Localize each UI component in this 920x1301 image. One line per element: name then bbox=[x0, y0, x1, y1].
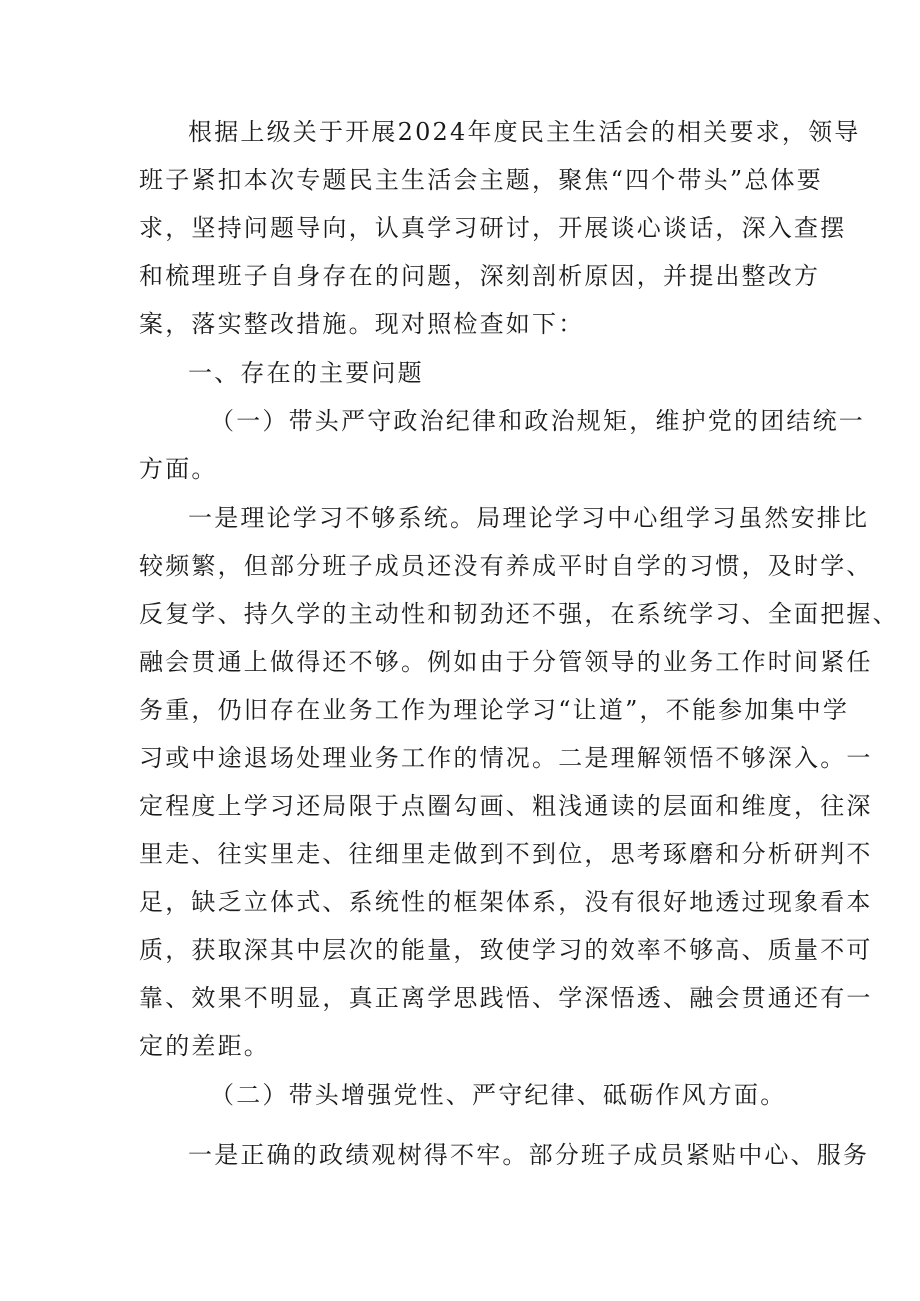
paragraph-intro-line-4: 和梳理班子自身存在的问题，深刻剖析原因，并提出整改方 bbox=[139, 262, 821, 290]
subsection-heading-1-line-2: 方面。 bbox=[139, 455, 218, 483]
body-line-12: 定的差距。 bbox=[139, 1032, 270, 1060]
body-line-8: 里走、往实里走、往细里走做到不到位，思考琢磨和分析研判不 bbox=[139, 840, 873, 868]
body-line-2: 较频繁，但部分班子成员还没有养成平时自学的习惯，及时学、 bbox=[139, 552, 873, 580]
body-line-3: 反复学、持久学的主动性和韧劲还不强，在系统学习、全面把握、 bbox=[139, 600, 899, 628]
section-heading-1: 一、存在的主要问题 bbox=[188, 359, 424, 387]
body-line-1: 一是理论学习不够系统。局理论学习中心组学习虽然安排比 bbox=[188, 504, 870, 532]
body-line-13: 一是正确的政绩观树得不牢。部分班子成员紧贴中心、服务 bbox=[188, 1141, 870, 1169]
subsection-heading-2: （二）带头增强党性、严守纪律、砥砺作风方面。 bbox=[210, 1081, 787, 1109]
body-line-7: 定程度上学习还局限于点圈勾画、粗浅通读的层面和维度，往深 bbox=[139, 792, 873, 820]
body-line-11: 靠、效果不明显，真正离学思践悟、学深悟透、融会贯通还有一 bbox=[139, 984, 873, 1012]
paragraph-intro-line-2: 班子紧扣本次专题民主生活会主题，聚焦“四个带头”总体要 bbox=[139, 166, 823, 194]
subsection-heading-1-line-1: （一）带头严守政治纪律和政治规矩，维护党的团结统一 bbox=[210, 407, 865, 435]
body-line-10: 质，获取深其中层次的能量，致使学习的效率不够高、质量不可 bbox=[139, 936, 873, 964]
paragraph-intro-line-5: 案，落实整改措施。现对照检查如下： bbox=[139, 310, 585, 338]
body-line-4: 融会贯通上做得还不够。例如由于分管领导的业务工作时间紧任 bbox=[139, 648, 873, 676]
paragraph-intro-line-1: 根据上级关于开展2024年度民主生活会的相关要求，领导 bbox=[188, 118, 861, 146]
body-line-5: 务重，仍旧存在业务工作为理论学习“让道”，不能参加集中学 bbox=[139, 696, 850, 724]
body-line-6: 习或中途退场处理业务工作的情况。二是理解领悟不够深入。一 bbox=[139, 744, 873, 772]
paragraph-intro-line-3: 求，坚持问题导向，认真学习研讨，开展谈心谈话，深入查摆 bbox=[139, 214, 847, 242]
body-line-9: 足，缺乏立体式、系统性的框架体系，没有很好地透过现象看本 bbox=[139, 888, 873, 916]
